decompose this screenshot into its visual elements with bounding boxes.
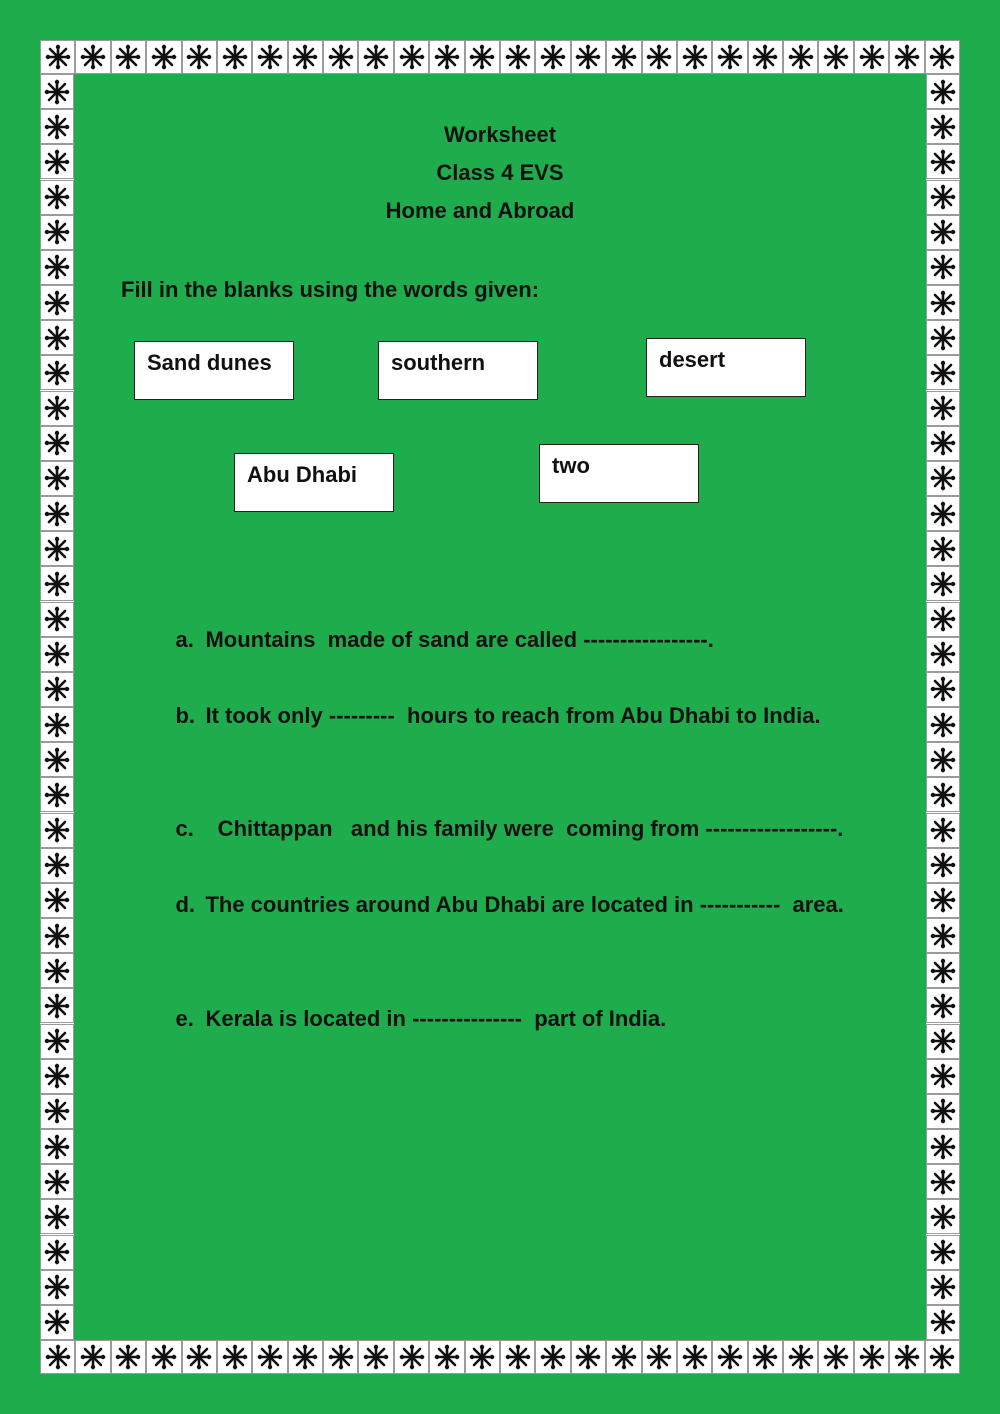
decorative-border-top [40, 40, 960, 74]
asterisk-flower-icon [571, 1340, 606, 1374]
asterisk-flower-icon [465, 40, 500, 74]
asterisk-flower-icon [748, 40, 783, 74]
asterisk-flower-icon [394, 1340, 429, 1374]
asterisk-flower-icon [146, 40, 181, 74]
asterisk-flower-icon [252, 1340, 287, 1374]
asterisk-flower-icon [40, 988, 74, 1023]
asterisk-flower-icon [926, 1235, 960, 1270]
asterisk-flower-icon [606, 1340, 641, 1374]
asterisk-flower-icon [323, 1340, 358, 1374]
word-box-two: two [539, 444, 699, 503]
asterisk-flower-icon [40, 1059, 74, 1094]
class-subject: Class 4 EVS [436, 160, 564, 185]
asterisk-flower-icon [925, 40, 960, 74]
asterisk-flower-icon [358, 1340, 393, 1374]
asterisk-flower-icon [535, 1340, 570, 1374]
asterisk-flower-icon [642, 40, 677, 74]
asterisk-flower-icon [926, 707, 960, 742]
asterisk-flower-icon [926, 285, 960, 320]
question-text: The countries around Abu Dhabi are located in ----------- area. [205, 892, 844, 917]
asterisk-flower-icon [926, 250, 960, 285]
asterisk-flower-icon [182, 40, 217, 74]
asterisk-flower-icon [926, 988, 960, 1023]
asterisk-flower-icon [571, 40, 606, 74]
asterisk-flower-icon [926, 953, 960, 988]
asterisk-flower-icon [40, 777, 74, 812]
asterisk-flower-icon [40, 707, 74, 742]
asterisk-flower-icon [40, 742, 74, 777]
asterisk-flower-icon [889, 1340, 924, 1374]
asterisk-flower-icon [288, 40, 323, 74]
asterisk-flower-icon [40, 566, 74, 601]
question-letter: a. [175, 627, 194, 652]
asterisk-flower-icon [854, 40, 889, 74]
asterisk-flower-icon [677, 1340, 712, 1374]
asterisk-flower-icon [40, 531, 74, 566]
asterisk-flower-icon [926, 109, 960, 144]
asterisk-flower-icon [642, 1340, 677, 1374]
asterisk-flower-icon [712, 40, 747, 74]
asterisk-flower-icon [926, 777, 960, 812]
asterisk-flower-icon [429, 40, 464, 74]
asterisk-flower-icon [926, 813, 960, 848]
asterisk-flower-icon [40, 1094, 74, 1129]
word-box-desert: desert [646, 338, 806, 397]
asterisk-flower-icon [40, 848, 74, 883]
asterisk-flower-icon [926, 426, 960, 461]
asterisk-flower-icon [889, 40, 924, 74]
asterisk-flower-icon [606, 40, 641, 74]
asterisk-flower-icon [111, 40, 146, 74]
asterisk-flower-icon [40, 918, 74, 953]
asterisk-flower-icon [677, 40, 712, 74]
asterisk-flower-icon [926, 355, 960, 390]
asterisk-flower-icon [358, 40, 393, 74]
worksheet-title: Worksheet [443, 122, 557, 147]
asterisk-flower-icon [854, 1340, 889, 1374]
asterisk-flower-icon [926, 918, 960, 953]
word-box-sand-dunes: Sand dunes [134, 341, 294, 400]
asterisk-flower-icon [40, 1340, 75, 1374]
asterisk-flower-icon [926, 1094, 960, 1129]
asterisk-flower-icon [40, 1235, 74, 1270]
asterisk-flower-icon [40, 953, 74, 988]
asterisk-flower-icon [535, 40, 570, 74]
asterisk-flower-icon [40, 1164, 74, 1199]
asterisk-flower-icon [748, 1340, 783, 1374]
asterisk-flower-icon [926, 742, 960, 777]
asterisk-flower-icon [40, 672, 74, 707]
asterisk-flower-icon [712, 1340, 747, 1374]
asterisk-flower-icon [926, 566, 960, 601]
question-letter: b. [175, 703, 196, 728]
decorative-border-right [926, 74, 960, 1340]
question-letter: e. [175, 1006, 194, 1031]
asterisk-flower-icon [500, 1340, 535, 1374]
asterisk-flower-icon [288, 1340, 323, 1374]
asterisk-flower-icon [40, 285, 74, 320]
asterisk-flower-icon [182, 1340, 217, 1374]
asterisk-flower-icon [926, 637, 960, 672]
asterisk-flower-icon [926, 496, 960, 531]
question-a [151, 601, 714, 679]
asterisk-flower-icon [783, 1340, 818, 1374]
asterisk-flower-icon [40, 461, 74, 496]
asterisk-flower-icon [40, 144, 74, 179]
asterisk-flower-icon [75, 1340, 110, 1374]
asterisk-flower-icon [40, 1129, 74, 1164]
asterisk-flower-icon [40, 250, 74, 285]
asterisk-flower-icon [40, 1270, 74, 1305]
asterisk-flower-icon [926, 320, 960, 355]
question-c [151, 790, 843, 868]
asterisk-flower-icon [465, 1340, 500, 1374]
asterisk-flower-icon [40, 40, 75, 74]
asterisk-flower-icon [40, 391, 74, 426]
decorative-border-left [40, 74, 74, 1340]
asterisk-flower-icon [40, 109, 74, 144]
asterisk-flower-icon [429, 1340, 464, 1374]
decorative-border-bottom [40, 1340, 960, 1374]
asterisk-flower-icon [926, 602, 960, 637]
asterisk-flower-icon [40, 1199, 74, 1234]
asterisk-flower-icon [40, 637, 74, 672]
asterisk-flower-icon [217, 40, 252, 74]
question-d [151, 866, 844, 944]
asterisk-flower-icon [40, 602, 74, 637]
asterisk-flower-icon [394, 40, 429, 74]
asterisk-flower-icon [40, 496, 74, 531]
word-box-abu-dhabi: Abu Dhabi [234, 453, 394, 512]
asterisk-flower-icon [926, 391, 960, 426]
asterisk-flower-icon [926, 1270, 960, 1305]
asterisk-flower-icon [926, 1059, 960, 1094]
question-e [151, 980, 666, 1058]
question-text: Kerala is located in --------------- part of India. [205, 1006, 667, 1031]
asterisk-flower-icon [926, 144, 960, 179]
chapter-title: Home and Abroad [385, 198, 575, 223]
asterisk-flower-icon [818, 40, 853, 74]
asterisk-flower-icon [252, 40, 287, 74]
question-text: Chittappan and his family were coming from ------------------. [205, 816, 844, 841]
question-letter: d. [175, 892, 196, 917]
asterisk-flower-icon [926, 180, 960, 215]
asterisk-flower-icon [926, 74, 960, 109]
question-letter: c. [175, 816, 194, 841]
asterisk-flower-icon [926, 1199, 960, 1234]
asterisk-flower-icon [926, 672, 960, 707]
asterisk-flower-icon [926, 1164, 960, 1199]
asterisk-flower-icon [146, 1340, 181, 1374]
asterisk-flower-icon [926, 461, 960, 496]
asterisk-flower-icon [217, 1340, 252, 1374]
asterisk-flower-icon [40, 1024, 74, 1059]
asterisk-flower-icon [926, 848, 960, 883]
asterisk-flower-icon [926, 1129, 960, 1164]
asterisk-flower-icon [111, 1340, 146, 1374]
asterisk-flower-icon [783, 40, 818, 74]
asterisk-flower-icon [926, 1305, 960, 1340]
word-box-southern: southern [378, 341, 538, 400]
asterisk-flower-icon [500, 40, 535, 74]
question-text: Mountains made of sand are called -----------------. [205, 627, 714, 652]
asterisk-flower-icon [40, 813, 74, 848]
asterisk-flower-icon [926, 531, 960, 566]
question-text: It took only --------- hours to reach from Abu Dhabi to India. [205, 703, 821, 728]
asterisk-flower-icon [323, 40, 358, 74]
asterisk-flower-icon [40, 355, 74, 390]
asterisk-flower-icon [40, 426, 74, 461]
asterisk-flower-icon [926, 1024, 960, 1059]
asterisk-flower-icon [40, 320, 74, 355]
asterisk-flower-icon [40, 883, 74, 918]
instruction-text: Fill in the blanks using the words given: [121, 277, 540, 302]
asterisk-flower-icon [926, 883, 960, 918]
asterisk-flower-icon [926, 215, 960, 250]
question-b [151, 677, 821, 755]
asterisk-flower-icon [925, 1340, 960, 1374]
worksheet-page [74, 74, 926, 1340]
asterisk-flower-icon [818, 1340, 853, 1374]
asterisk-flower-icon [40, 74, 74, 109]
asterisk-flower-icon [40, 1305, 74, 1340]
asterisk-flower-icon [75, 40, 110, 74]
